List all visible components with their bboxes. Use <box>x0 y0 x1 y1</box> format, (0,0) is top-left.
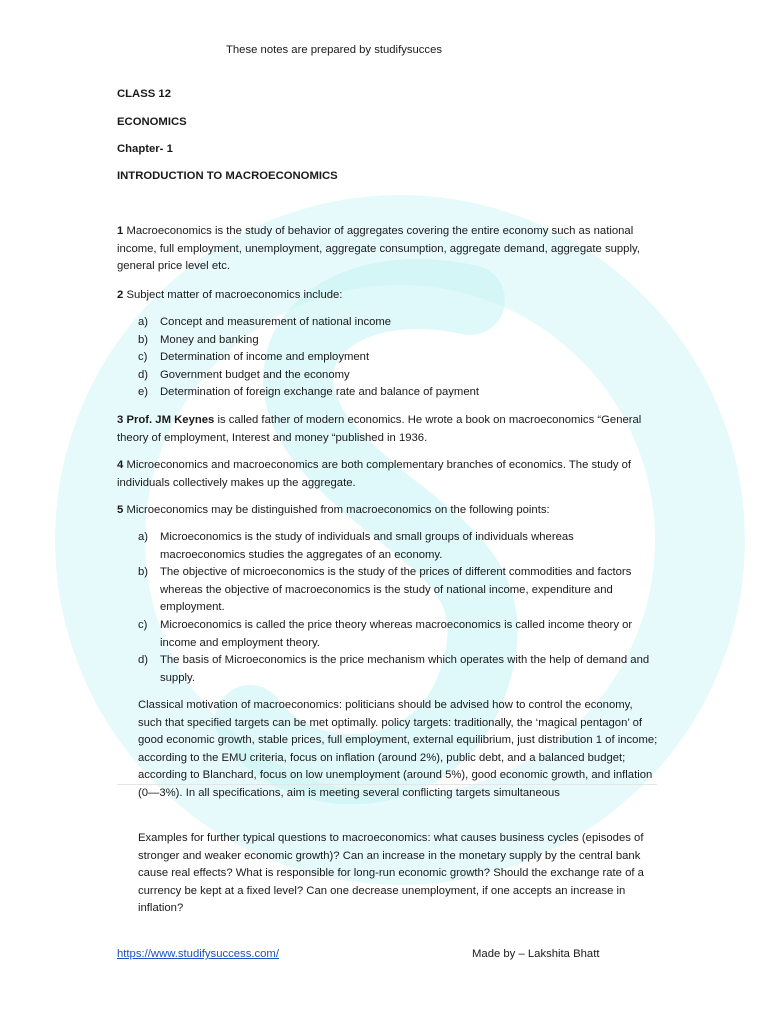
list-item-text: The objective of microeconomics is the study of the prices of different commodities and factors whereas the objective of macroeconomics is the study of national income, expenditure and employment. <box>160 566 632 614</box>
point-number: 5 <box>117 504 124 516</box>
list-marker: b) <box>138 566 149 579</box>
list-item <box>138 529 658 564</box>
point-2 <box>117 287 657 305</box>
list-item <box>138 652 658 687</box>
point-text: Microeconomics may be distinguished from macroeconomics on the following points: <box>126 504 550 516</box>
list-item-text: Determination of foreign exchange rate and balance of payment <box>160 386 480 399</box>
point-text: Subject matter of macroeconomics include: <box>126 289 343 301</box>
list-item-text: Concept and measurement of national income <box>160 316 392 328</box>
chapter-label: Chapter- 1 <box>117 143 173 155</box>
list-marker: e) <box>138 386 149 399</box>
class-label: CLASS 12 <box>117 88 171 100</box>
classical-motivation-paragraph: Classical motivation of macroeconomics: politicians should be advised how to control the economy, such that specified targets can be met optimally. policy targets: traditionally, the ‘magical pentagon’ of good economic growth, stable prices, full employment, external equilibrium, just distribution 1 of income; according to the EMU criteria, focus on inflation (around 2%), public debt, and a balanced budget; according to Blanchard, focus on low unemployment (around 5%), good economic growth, and inflation (0—3%). In all specifications, aim is meeting several conflicting targets simultaneous <box>138 699 658 799</box>
list-item <box>138 384 658 402</box>
examples-paragraph: Examples for further typical questions to macroeconomics: what causes business cycles (episodes of stronger and weaker economic growth)? Can an increase in the monetary supply by the central bank cause real effects? What is responsible for long-run economic growth? Should the exchange rate of a currency be kept at a fixed level? Can one decrease unemployment, if one accepts an increase in inflation? <box>138 832 644 915</box>
list-marker: d) <box>138 654 149 667</box>
subject-label: ECONOMICS <box>117 116 187 128</box>
point-number: 1 <box>117 225 124 237</box>
list-item-text: Microeconomics is called the price theory whereas macroeconomics is called income theory or income and employment theory. <box>160 618 633 649</box>
point-text: Microeconomics and macroeconomics are both complementary branches of economics. The study of individuals collectively makes up the aggregate. <box>117 459 632 489</box>
list-item <box>138 314 658 332</box>
list-marker: b) <box>138 333 149 346</box>
list-marker: c) <box>138 351 148 364</box>
keynes-name: Prof. JM Keynes <box>126 414 215 426</box>
point-number: 4 <box>117 459 124 471</box>
point-number: 2 <box>117 289 124 301</box>
subject-matter-list <box>138 314 658 402</box>
page-title: INTRODUCTION TO MACROECONOMICS <box>117 170 338 182</box>
list-item <box>138 367 658 385</box>
point-3 <box>117 412 657 447</box>
list-item <box>138 332 658 350</box>
list-item-text: Money and banking <box>160 333 259 346</box>
list-marker: d) <box>138 368 149 381</box>
point-text: is called father of modern economics. He wrote a book on macroeconomics “General theory of employment, Interest and money “published in 1936. <box>117 414 642 444</box>
point-4 <box>117 457 657 492</box>
list-marker: c) <box>138 618 148 631</box>
list-marker: a) <box>138 316 149 328</box>
point-1 <box>117 223 657 276</box>
list-item <box>138 349 658 367</box>
author-credit: Made by – Lakshita Bhatt <box>472 948 600 960</box>
website-link[interactable]: https://www.studifysuccess.com/ <box>117 948 279 960</box>
point-text: Macroeconomics is the study of behavior of aggregates covering the entire economy such as national income, full employment, unemployment, aggregate consumption, aggregate demand, aggregate supply, general price level etc. <box>117 225 640 273</box>
point-number: 3 <box>117 414 124 426</box>
list-item <box>138 564 658 617</box>
point-5 <box>117 502 657 520</box>
list-marker: a) <box>138 531 149 543</box>
header-note: These notes are prepared by studifysucces <box>226 44 443 56</box>
divider <box>117 784 657 785</box>
list-item-text: Determination of income and employment <box>160 351 370 364</box>
list-item-text: The basis of Microeconomics is the price mechanism which operates with the help of demand and supply. <box>160 654 650 684</box>
list-item-text: Microeconomics is the study of individuals and small groups of individuals whereas macroeconomics studies the aggregates of an economy. <box>160 531 574 561</box>
distinction-list <box>138 529 658 687</box>
list-item <box>138 617 658 652</box>
list-item-text: Government budget and the economy <box>160 368 350 381</box>
